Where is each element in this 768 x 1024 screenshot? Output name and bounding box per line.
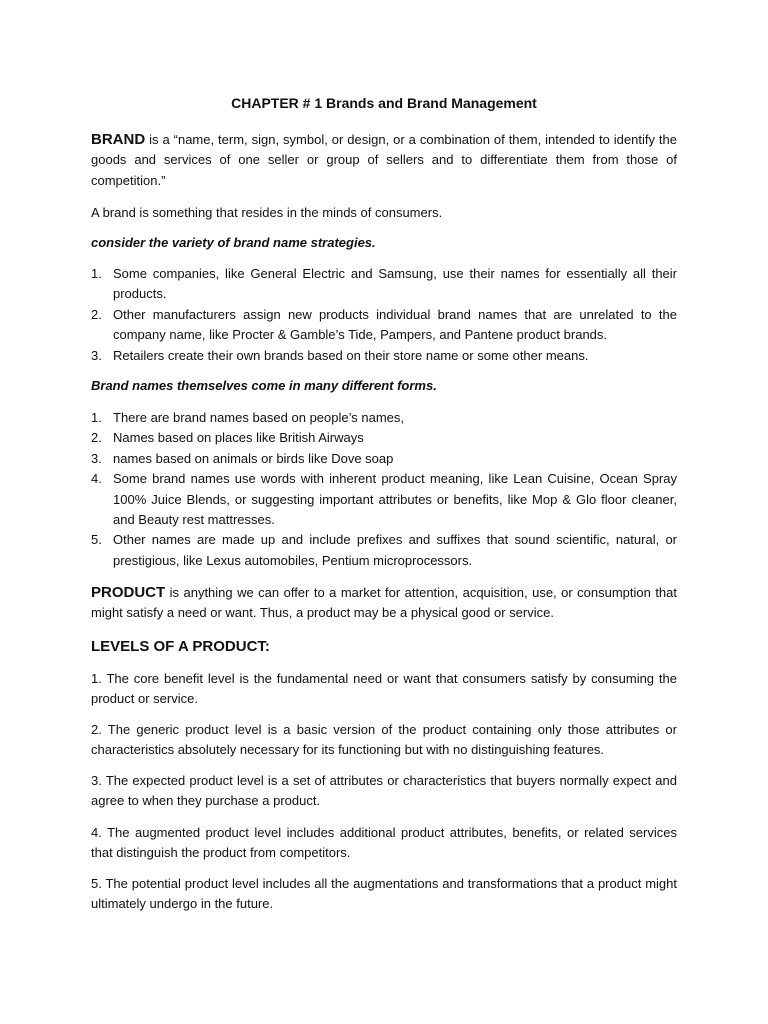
list-number: 1. xyxy=(91,266,102,281)
list-number: 5. xyxy=(91,532,102,548)
product-definition-text: is anything we can offer to a market for attention, acquisition, use, or consumption that might satisfy a need or want. Thus, a product may be a physical good or service. xyxy=(91,585,677,621)
level-paragraph: 4. The augmented product level includes additional product attributes, benefits, or related services that distinguish the product from competitors. xyxy=(91,825,677,861)
level-paragraph: 3. The expected product level is a set of attributes or characteristics that buyers normally expect and agree to when they purchase a product. xyxy=(91,773,677,809)
list-item xyxy=(91,530,677,571)
list-item xyxy=(91,469,677,530)
list-item xyxy=(91,449,677,469)
list-number: 2. xyxy=(91,430,102,446)
list-text: Retailers create their own brands based on their store name or some other means. xyxy=(113,347,589,363)
level-paragraph: 2. The generic product level is a basic version of the product containing only those attributes or characteristics absolutely necessary for its functioning but with no distinguishing features. xyxy=(91,722,677,758)
brand-definition-text: is a “name, term, sign, symbol, or design, or a combination of them, intended to identify the goods and services of one seller or group of sellers and to differentiate them from those of competition.” xyxy=(91,132,677,188)
forms-heading: Brand names themselves come in many different forms. xyxy=(91,378,437,393)
list-number: 2. xyxy=(91,306,102,322)
product-definition xyxy=(91,583,677,624)
list-text: Some brand names use words with inherent product meaning, like Lean Cuisine, Ocean Spray 100% Juice Blends, or suggesting important attributes or benefits, like Mop & Glo floor cleaner, and Beauty rest mattresses. xyxy=(113,471,677,528)
list-item xyxy=(91,305,677,346)
list-text: Other names are made up and include prefixes and suffixes that sound scientific, natural, or prestigious, like Lexus automobiles, Pentium microprocessors. xyxy=(113,532,677,568)
level-paragraph: 5. The potential product level includes all the augmentations and transformations that a product might ultimately undergo in the future. xyxy=(91,876,677,912)
strategies-heading: consider the variety of brand name strategies. xyxy=(91,235,376,250)
chapter-title: CHAPTER # 1 Brands and Brand Management xyxy=(231,95,537,111)
forms-list xyxy=(91,408,677,571)
list-text: There are brand names based on people’s names, xyxy=(113,410,405,425)
list-number: 3. xyxy=(91,450,102,466)
strategies-list xyxy=(91,264,677,366)
list-item xyxy=(91,346,677,366)
product-term: PRODUCT xyxy=(91,584,166,601)
list-number: 3. xyxy=(91,347,102,363)
list-number: 4. xyxy=(91,471,102,487)
list-item xyxy=(91,408,677,428)
brand-definition xyxy=(91,130,677,191)
list-item xyxy=(91,428,677,448)
list-text: names based on animals or birds like Dove soap xyxy=(113,450,394,466)
level-paragraph: 1. The core benefit level is the fundamental need or want that consumers satisfy by consuming the product or service. xyxy=(91,671,677,707)
list-item xyxy=(91,264,677,305)
levels-heading: LEVELS OF A PRODUCT: xyxy=(91,638,270,655)
brand-resides-text: A brand is something that resides in the minds of consumers. xyxy=(91,205,443,220)
list-text: Some companies, like General Electric and Samsung, use their names for essentially all their products. xyxy=(113,266,677,302)
list-number: 1. xyxy=(91,410,102,425)
list-text: Names based on places like British Airways xyxy=(113,430,364,446)
brand-term: BRAND xyxy=(91,131,146,148)
list-text: Other manufacturers assign new products individual brand names that are unrelated to the company name, like Procter & Gamble’s Tide, Pampers, and Pantene product brands. xyxy=(113,306,677,343)
